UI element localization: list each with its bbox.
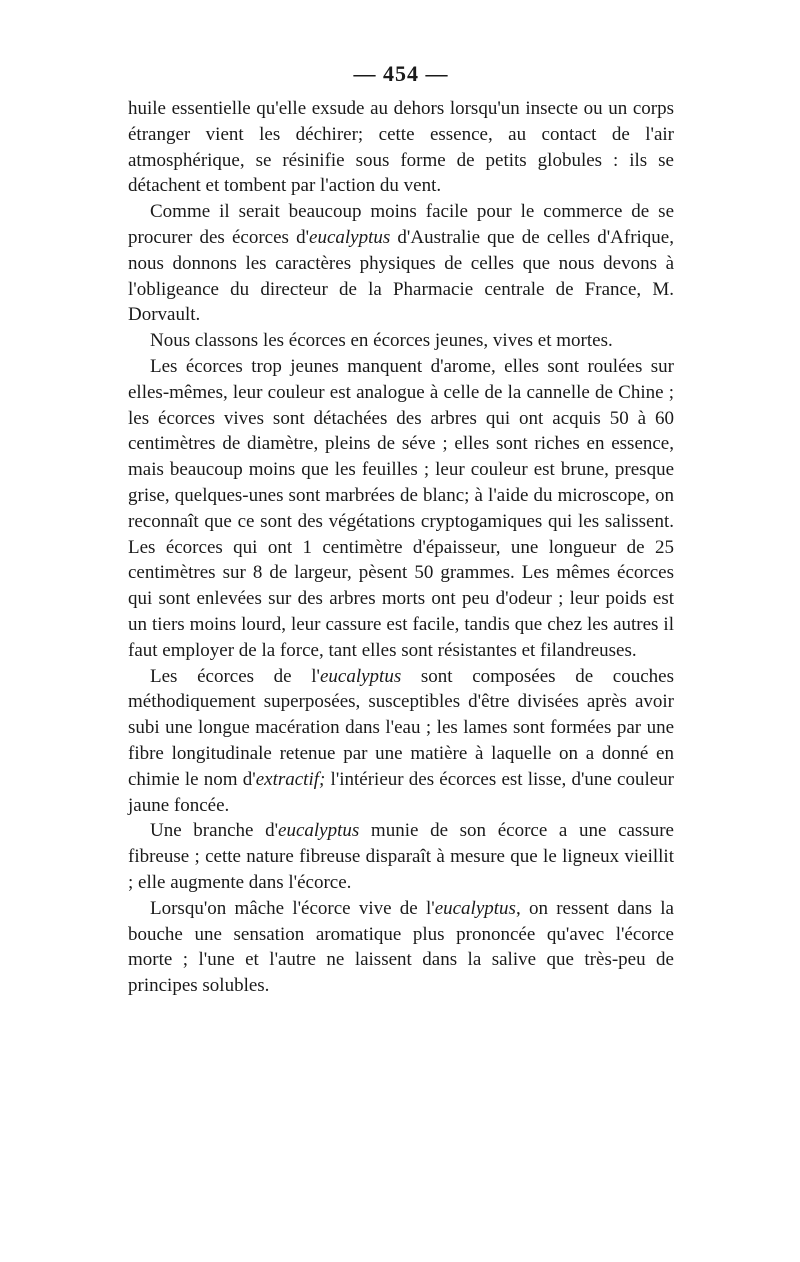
text-run: Lorsqu'on mâche l'écorce vive de l' xyxy=(150,897,435,919)
text-run: Les écorces trop jeunes manquent d'arome, elles sont roulées sur elles-mêmes, leur couleur est analogue à celle de la cannelle de Chine ; les écorces vives sont détachées des arbres qui ont acquis 50 à 60 centimètres de diamètre, pleins de séve ; elles sont riches en essence, mais beaucoup moins que les feuilles ; leur couleur est brune, presque grise, quelques-unes sont marbrées de blanc; à l'aide du microscope, on reconnaît que ce sont des végétations cryptogamiques qui les salissent. Les écorces qui ont 1 centimètre d'épaisseur, une longueur de 25 centimètres sur 8 de largeur, pèsent 50 grammes. Les mêmes écorces qui sont enlevées sur des arbres morts ont peu d'odeur ; leur poids est un tiers moins lourd, leur cassure est facile, tandis que chez les autres il faut employer de la force, tant elles sont résistantes et filandreuses. xyxy=(128,355,674,661)
paragraph xyxy=(128,354,674,664)
italic-text: eucalyptus xyxy=(319,665,402,687)
text-run: munie de son écorce a une cassure fibreuse ; cette nature fibreuse disparaît à mesure que le ligneux vieillit ; elle augmente dans l'écorce. xyxy=(128,820,674,893)
italic-text: eucalyptus xyxy=(434,897,516,919)
italic-text: eucalyptus xyxy=(309,226,391,248)
text-run: l'intérieur des écorces est lisse, d'une couleur jaune foncée. xyxy=(128,768,674,816)
italic-text: eucalyptus xyxy=(278,820,360,842)
text-run: Comme il serait beaucoup moins facile pour le commerce de se procurer des écorces d' xyxy=(128,201,674,248)
text-run: Les écorces de l' xyxy=(150,665,320,687)
paragraph xyxy=(128,818,674,895)
paragraph xyxy=(128,328,674,354)
paragraph xyxy=(128,199,674,328)
paragraph xyxy=(128,96,674,199)
text-run: Une branche d' xyxy=(150,820,279,842)
book-page xyxy=(128,60,674,999)
paragraph xyxy=(128,664,674,819)
body-text xyxy=(128,96,674,999)
text-run: , on ressent dans la bouche une sensation aromatique plus prononcée qu'avec l'écorce morte ; l'une et l'autre ne laissent dans la salive que très-peu de principes solubles. xyxy=(128,897,674,997)
paragraph xyxy=(128,896,674,999)
italic-text: extractif; xyxy=(255,768,326,790)
text-run: d'Australie que de celles d'Afrique, nous donnons les caractères physiques de celles que nous devons à l'obligeance du directeur de la Pharmacie centrale de France, M. Dorvault. xyxy=(128,226,674,326)
page-number: — 454 — xyxy=(353,61,449,86)
text-run: huile essentielle qu'elle exsude au dehors lorsqu'un insecte ou un corps étranger vient les déchirer; cette essence, au contact de l'air atmosphérique, se résinifie sous forme de petits globules : ils se détachent et tombent par l'action du vent. xyxy=(128,98,674,197)
text-run: Nous classons les écorces en écorces jeunes, vives et mortes. xyxy=(150,330,613,352)
text-run: sont composées de couches méthodiquement superposées, susceptibles d'être divisées après avoir subi une longue macération dans l'eau ; les lames sont formées par une fibre longitudinale retenue par une matière à laquelle on a donné en chimie le nom d' xyxy=(128,665,674,790)
